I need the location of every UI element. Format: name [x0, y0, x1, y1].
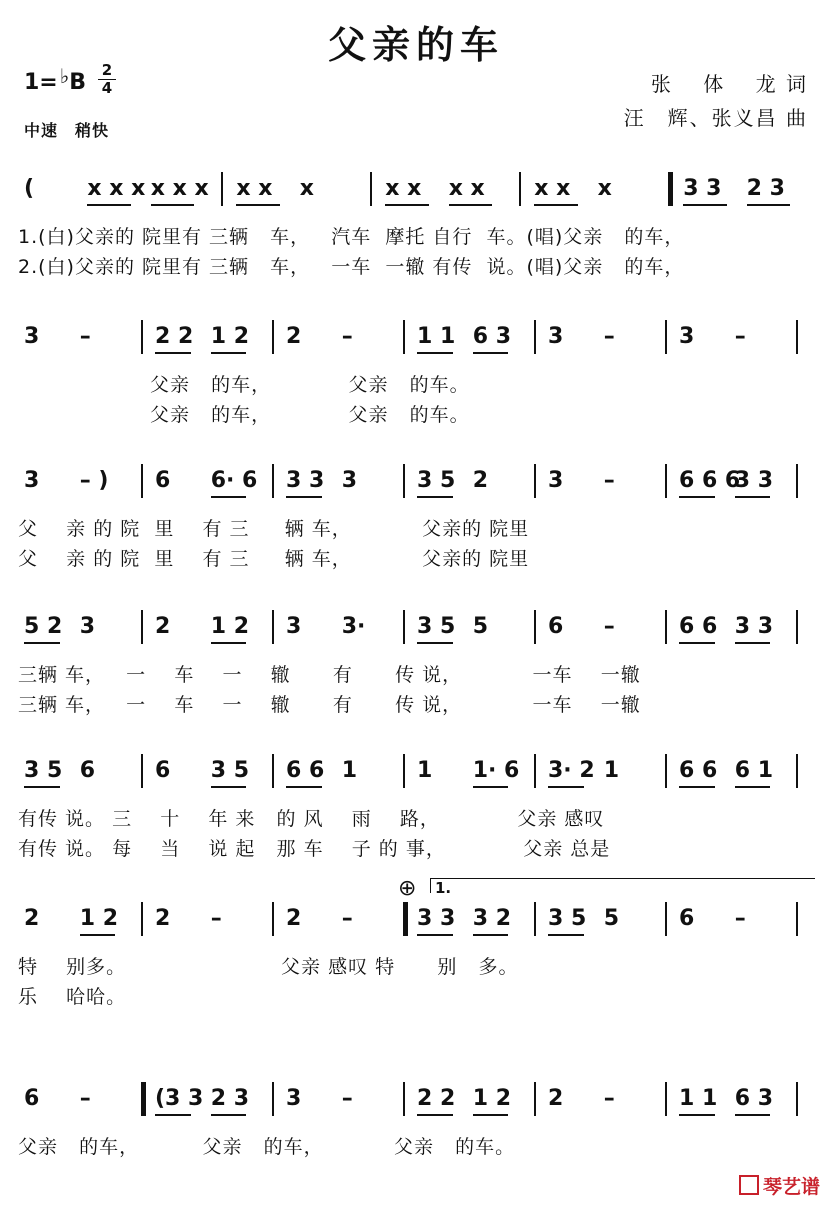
lyric-line: 1.(白)父亲的 院里有 三辆 车， 汽车 摩托 自行 车。(唱)父亲 的车， — [18, 226, 685, 248]
beam-underline — [211, 642, 247, 644]
note-group: 3 5 — [417, 614, 456, 639]
beam-underline — [151, 204, 194, 206]
beam-underline — [417, 934, 453, 936]
note-group: 3 — [24, 324, 40, 349]
barline — [403, 464, 405, 498]
barline — [796, 902, 798, 936]
beam-underline — [735, 642, 771, 644]
beam-underline — [747, 204, 790, 206]
note-group: x x — [236, 176, 273, 201]
beam-underline — [679, 496, 715, 498]
key-signature — [24, 64, 86, 95]
note-group: 2 — [155, 614, 171, 639]
note-group: 3 — [79, 614, 96, 639]
lyric-line: 有传 说。 三 十 年 来 的 风 雨 路， 父亲 感叹 — [18, 808, 605, 830]
lyric-line: 乐 哈哈。 — [18, 986, 127, 1008]
lyric-line: 2.(白)父亲的 院里有 三辆 车， 一车 一辙 有传 说。(唱)父亲 的车， — [18, 256, 685, 278]
note-group: 6 6 — [679, 614, 718, 639]
note-group: – — [603, 1086, 615, 1111]
note-group: 3 5 — [210, 758, 250, 783]
note-group: 3 — [286, 614, 302, 639]
note-group: 1 1 — [679, 1086, 718, 1111]
beam-underline — [385, 204, 428, 206]
barline — [403, 610, 405, 644]
note-group: – — [210, 906, 222, 931]
barline — [665, 610, 667, 644]
beam-underline — [473, 934, 509, 936]
note-group: 3 3 — [734, 468, 774, 493]
note-group: 1 2 — [472, 1086, 512, 1111]
tempo-marking: 中速 稍快 — [24, 121, 110, 140]
note-group: 1 — [603, 758, 620, 783]
note-group: – — [603, 324, 615, 349]
note-group: – — [603, 614, 615, 639]
lyricist-credit: 张 体 龙 词 — [650, 72, 808, 96]
note-group: 3 3 — [734, 614, 774, 639]
note-group: 6 — [155, 468, 171, 493]
barline — [665, 320, 667, 354]
note-group: 6 1 — [734, 758, 774, 783]
barline — [141, 320, 143, 354]
note-group: x — [299, 176, 314, 201]
note-group: 1 — [341, 758, 358, 783]
barline — [272, 1082, 274, 1116]
beam-underline — [473, 786, 509, 788]
note-group: 3 — [548, 324, 564, 349]
note-group: 2 — [24, 906, 40, 931]
note-group: – — [79, 1086, 91, 1111]
note-group: 5 — [472, 614, 489, 639]
note-group: (3 3 — [155, 1086, 204, 1111]
lyric-line: 特 别多。 父亲 感叹 特 别 多。 — [18, 956, 519, 978]
notation-staff — [0, 170, 832, 210]
lyric-line: 父亲 的车， 父亲 的车。 — [150, 404, 470, 426]
notation-staff — [0, 462, 832, 502]
note-group: 2 — [286, 324, 302, 349]
barline — [665, 1082, 667, 1116]
beam-underline — [80, 934, 116, 936]
note-group: x x x — [87, 176, 146, 201]
repeat-barline — [403, 902, 408, 936]
note-group: 2 — [155, 906, 171, 931]
key-note: B — [69, 70, 86, 95]
barline — [403, 1082, 405, 1116]
lyric-line: 父亲 的车， 父亲 的车， 父亲 的车。 — [18, 1136, 516, 1158]
note-group: 1 2 — [210, 324, 250, 349]
note-group: – — [79, 324, 91, 349]
notation-staff — [0, 752, 832, 792]
barline — [141, 754, 143, 788]
barline — [796, 610, 798, 644]
coda-sign-icon: ⊕ — [398, 876, 417, 901]
beam-underline — [417, 1114, 453, 1116]
lyric-line: 有传 说。 每 当 说 起 那 车 子 的 事， 父亲 总是 — [18, 838, 611, 860]
barline — [796, 320, 798, 354]
beam-underline — [735, 1114, 771, 1116]
note-group: 3 2 — [472, 906, 512, 931]
notation-staff — [0, 900, 832, 940]
barline — [272, 320, 274, 354]
beam-underline — [679, 786, 715, 788]
note-group: – ) — [79, 468, 109, 493]
note-group: – — [603, 468, 615, 493]
note-group: ( — [24, 176, 35, 201]
barline — [272, 610, 274, 644]
meter-top: 2 — [101, 61, 113, 79]
barline — [665, 754, 667, 788]
notation-staff — [0, 318, 832, 358]
note-group: 6 — [24, 1086, 40, 1111]
beam-underline — [211, 786, 247, 788]
notation-staff — [0, 608, 832, 648]
note-group: x — [597, 176, 612, 201]
note-group: 6 — [79, 758, 96, 783]
beam-underline — [286, 496, 322, 498]
beam-underline — [211, 352, 247, 354]
note-group: 3 — [679, 324, 695, 349]
barline — [519, 172, 521, 206]
beam-underline — [24, 642, 60, 644]
note-group: 3 3 — [683, 176, 722, 201]
beam-underline — [211, 1114, 247, 1116]
barline — [534, 754, 536, 788]
barline — [796, 464, 798, 498]
lyric-line: 三辆 车， 一 车 一 辙 有 传 说， 一车 一辙 — [18, 664, 641, 686]
repeat-barline — [141, 1082, 146, 1116]
barline — [272, 464, 274, 498]
beam-underline — [548, 934, 584, 936]
note-group: 3 5 — [548, 906, 587, 931]
beam-underline — [286, 786, 322, 788]
note-group: x x — [385, 176, 422, 201]
note-group: 3 — [24, 468, 40, 493]
note-group: 3 5 — [417, 468, 456, 493]
note-group: 1· 6 — [472, 758, 520, 783]
beam-underline — [679, 1114, 715, 1116]
note-group: 3· — [341, 614, 366, 639]
note-group: 6 — [548, 614, 564, 639]
notation-staff — [0, 1080, 832, 1120]
note-group: 3 5 — [24, 758, 63, 783]
note-group: – — [734, 324, 746, 349]
barline — [534, 320, 536, 354]
barline — [534, 902, 536, 936]
note-group: 6 — [679, 906, 695, 931]
note-group: 6 — [155, 758, 171, 783]
barline — [403, 754, 405, 788]
lyric-line: 父亲 的车， 父亲 的车。 — [150, 374, 470, 396]
note-group: – — [734, 906, 746, 931]
beam-underline — [24, 786, 60, 788]
note-group: x x x — [150, 176, 209, 201]
barline — [370, 172, 372, 206]
beam-underline — [417, 352, 453, 354]
barline — [141, 464, 143, 498]
beam-underline — [683, 204, 726, 206]
note-group: – — [341, 324, 353, 349]
note-group: 6 3 — [472, 324, 512, 349]
barline — [534, 464, 536, 498]
beam-underline — [735, 496, 771, 498]
barline — [665, 902, 667, 936]
barline — [403, 320, 405, 354]
beam-underline — [548, 786, 584, 788]
volta-bracket: 1. — [430, 878, 815, 893]
beam-underline — [449, 204, 492, 206]
note-group: 3· 2 — [548, 758, 595, 783]
beam-underline — [211, 496, 247, 498]
note-group: x x — [448, 176, 485, 201]
barline — [272, 902, 274, 936]
beam-underline — [236, 204, 279, 206]
barline — [534, 1082, 536, 1116]
note-group: – — [341, 906, 353, 931]
note-group: 2 — [548, 1086, 564, 1111]
lyric-line: 三辆 车， 一 车 一 辙 有 传 说， 一车 一辙 — [18, 694, 641, 716]
barline — [665, 464, 667, 498]
flat-symbol: ♭ — [59, 64, 70, 88]
composer-credit: 汪 辉、张义昌 曲 — [623, 106, 808, 130]
note-group: 1 — [417, 758, 433, 783]
note-group: 5 — [603, 906, 620, 931]
note-group: 3 — [548, 468, 564, 493]
note-group: 6 6 — [286, 758, 325, 783]
barline — [534, 610, 536, 644]
beam-underline — [417, 496, 453, 498]
lyric-line: 父 亲 的 院 里 有 三 辆 车， 父亲的 院里 — [18, 548, 530, 570]
note-group: 1 2 — [79, 906, 119, 931]
note-group: 6 3 — [734, 1086, 774, 1111]
note-group: 2 — [286, 906, 302, 931]
note-group: 2 2 — [155, 324, 194, 349]
beam-underline — [679, 642, 715, 644]
beam-underline — [473, 352, 509, 354]
note-group: – — [341, 1086, 353, 1111]
beam-underline — [534, 204, 577, 206]
note-group: 2 3 — [210, 1086, 250, 1111]
beam-underline — [417, 642, 453, 644]
note-group: 3 — [341, 468, 358, 493]
meter-bottom: 4 — [101, 79, 113, 97]
note-group: 3 3 — [286, 468, 325, 493]
note-group: 2 3 — [746, 176, 785, 201]
beam-underline — [473, 1114, 509, 1116]
beam-underline — [735, 786, 771, 788]
beam-underline — [155, 352, 191, 354]
logo-icon — [739, 1175, 759, 1195]
repeat-barline — [668, 172, 673, 206]
note-group: 2 — [472, 468, 489, 493]
note-group: 1 2 — [210, 614, 250, 639]
site-logo — [739, 1172, 820, 1199]
note-group: 1 1 — [417, 324, 456, 349]
note-group: 2 2 — [417, 1086, 456, 1111]
logo-text: 琴艺谱 — [762, 1176, 820, 1198]
barline — [141, 610, 143, 644]
key-prefix: 1= — [24, 70, 58, 95]
note-group: 3 3 — [417, 906, 456, 931]
note-group: 6 6 6 — [679, 468, 741, 493]
time-signature — [94, 62, 120, 97]
note-group: 6· 6 — [210, 468, 258, 493]
barline — [272, 754, 274, 788]
beam-underline — [87, 204, 130, 206]
barline — [796, 754, 798, 788]
song-title: 父亲的车 — [327, 23, 504, 67]
lyric-line: 父 亲 的 院 里 有 三 辆 车， 父亲的 院里 — [18, 518, 530, 540]
note-group: 5 2 — [24, 614, 63, 639]
note-group: 3 — [286, 1086, 302, 1111]
beam-underline — [155, 1114, 191, 1116]
barline — [796, 1082, 798, 1116]
note-group: x x — [534, 176, 571, 201]
barline — [221, 172, 223, 206]
note-group: 6 6 — [679, 758, 718, 783]
barline — [141, 902, 143, 936]
